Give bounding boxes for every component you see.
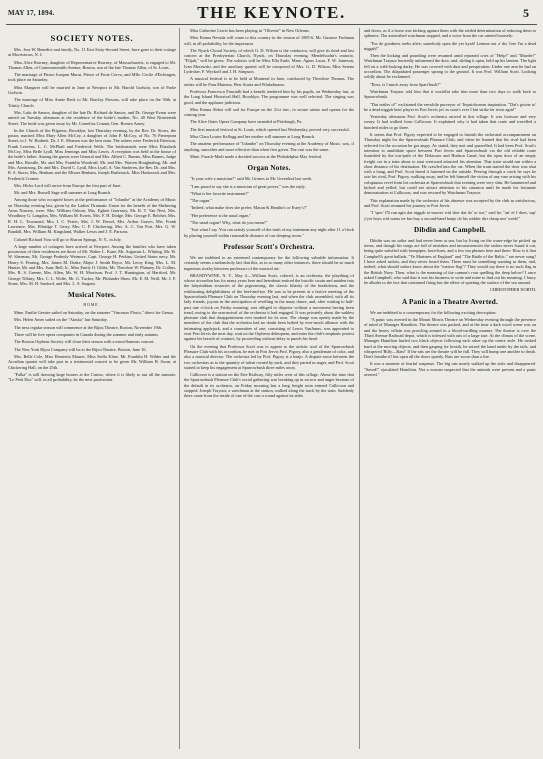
article-paragraph: BRANDYWINE, N. Y., May 4.—William Scott, colored, is an orchestra, the plaything of whose accordion has for many years here and hereabout enticed the bucolic swain and maiden into the labyrinthian ecstacies of the pigeonwing, the classic hilarity of the breakdown, and the exhilarating delightfulness of the heel-and-toe. He was to be present at a festive meeting of the Sparrowbush Pleasure Club on Thursday evening last, and when the club assembled, with all its lady friends, joyous in the anticipation of revelling in the mazy dance, and, after waiting to half-past one o'clock on Friday morning, was obliged to disperse without a movement having been tread, owing to the non-arrival of the orchestra it had engaged. It was privately about the saddest pleasure club that disappointment ever marked for its own. The charge was openly made by the members of the club that the orchestra had no doubt been bribed by ever-much alliance with the intimating applejack, and a committee of one, consisting of Lewis VanJunus, was appointed to visit Port Jervis the next day, wait on the Orpheon delinquent, and enter the club's emphatic protest against his breach of contract, by proceeding without delay to punch his head. <box>184 272 354 342</box>
article-paragraph: Mr. and Mrs. Russell Sage will summer at Long Branch. <box>14 190 112 196</box>
article-paragraph: "The nasal organ? Why, what do you mean?" <box>190 220 268 226</box>
article-paragraph: Miss Alice Rawney, daughter of Representative Rawney, of Massachusetts, is engaged to Mr. Thomas Allen, of Commonwealth Avenue, Boston, son of the late Thomas Allen, of St. Louis. <box>8 59 176 70</box>
musical-notes-continued <box>184 28 354 159</box>
article-paragraph: Mrs. Jose W. Benedict and family, No. 11 East Sixty-Second Street, have gone to their cottage at Morristown, N. J. <box>8 47 176 58</box>
article-paragraph: Mrs. Hicks-Lord will arrive from Europe the first part of June. <box>14 182 122 188</box>
article-paragraph: Dibdin was no sailor and had never been at sea, but by living on the water-edge he picked up terms, and though his songs are full of mistakes and inconsistencies the sailors never found it out, being quite satisfied with hornpipes, horn-lines, and a few sea phrases here and there. How is it that Campbell's great ballads, "Ye Mariners of England" and "The Battle of the Baltic," are never sung? I have asked sailors, and they never heard them. There must be something wanting in them, and, indeed, what should sailors know about the "meteor flag"? They would say there is no such flag in the British Navy. Then, what is the meaning of the cannon's roar quelling the deep below? I once asked Campbell, who said that it was his business to write and mine to find out his meaning. I fancy he alludes to the fact that continued firing has the effect of quieting the surface of the sea around. <box>364 237 536 286</box>
article-paragraph: "What is her favorite instrument?" <box>190 190 250 196</box>
musical-notes-subheading: HOME. <box>83 303 101 308</box>
article-paragraph: "Just what I say. You can satisfy yourself of the truth of my statement any night after 11 o'clock by placing yourself within reasonable distance of our sleeping room." <box>184 227 354 238</box>
page-number: 5 <box>523 6 529 20</box>
organ-notes-body <box>184 176 354 238</box>
article-paragraph: Miss Clara Louise Kellogg and her mother will summer at Long Branch. <box>190 134 316 140</box>
article-paragraph: Mrs. Helen Ames sailed on the "Alaska" last Saturday. <box>14 317 108 323</box>
issue-date: MAY 17, 1894. <box>8 9 55 17</box>
article-paragraph: Mrs. Lulu de Santos, daughter of the late Dr. Richard de Santos, and Dr. George Evans were united on Tuesday afternoon at the residence of the bride's mother, No. 40 West Nineteenth Street. The bride was given away by Mr. Cornelius Conant, Gen. Romeo Arney. <box>8 109 176 126</box>
musical-notes-heading: Musical Notes. <box>68 291 116 300</box>
article-paragraph: The marriage of Prince Joaquin Murat, Prince of Poste Corvo, and Mlle. Cecile d'Eichingen, took place on Saturday. <box>8 72 176 83</box>
article-paragraph: We are indebted to a contemporary for the following exciting description: <box>370 309 497 315</box>
article-paragraph: Miss Catherine Lewis has been playing in "Olivette" in New Orleans. <box>190 28 310 33</box>
article-paragraph: It seems that Prof. Pigory expected to be engaged to furnish the orchestral accompaniment on Thursday night for the Sparrowbush Pleasure Club, and when he learned that his rival had been selected for the occasion he got angry. As stated, they met and quarrelled. It had been Prof. Scott's intention to annihilate space between Port Jervis and Sparrowbush via the old reliable route furnished by the tow-path of the Delaware and Hudson Canal, but the open door of an empty freight car in a train about to start westward attracted his attention. That train would run within a short distance of his destination. He crawled into the car. When the train started the door was shut with a bang, and Prof. Scott heard it fastened on the outside. Peering through a crack he says he saw his rival, Prof. Pigory, walking away, and he felt himself the victim of any ruse arising with his voluptuous revel from his orchestra at Sparrowbush that evening were very slim. He hammered and kicked and yelled, but could not attract attention to his situation until he made his fortunate demonstration at Callicoon, and was rescued by Watchman Traynor. <box>364 132 536 196</box>
article-paragraph: "I 'spec' I'll run agin dat niggah to-morrer wid sher dat do' or toe," said he, "an' ef I does, sup' y'yer boys wid wants ter kin buy a second-hand banjo ob his widder dirt cheap nex' week!" <box>364 210 536 221</box>
scott-orchestra-body <box>184 255 354 399</box>
article-paragraph: Watchman Traynor told him that it would'nt take him more than two days to walk back to Sparrowbush. <box>364 88 536 100</box>
article-paragraph: The Nyack Choral Society, of which G. D. Wilson is the conductor, will give its third and last concert at the Presbyterian Church, Nyack, on Thursday evening. Mendelssohn's oratorio, "Elijah," will be given. The soloists will be Miss Ella Earle, Mme. Agnes Lasar, F. W. Jameson, Ivan Morawski, and the auxiliary quartet will be composed of Mrs. G. D. Wilson, Miss Serena Lydecker, F. Wyckoff and J. H. Simpson. <box>184 47 354 75</box>
dibdin-campbell-body <box>364 238 536 293</box>
article-paragraph: Miss Margaret will be married in June at Newport to Mr. Harold Godwin, son of Parke Godwin. <box>8 84 176 96</box>
article-paragraph: In the Church of the Pilgrims, Brooklyn, last Thursday evening, by the Rev. Dr. Storrs, the pastor, married Miss Mary Allen McCoy, a daughter of John P. McCoy, of No. 76 Pierrepont Street, to J. W. Hodnett. Dr. J. E. Monsen was the best man. The ushers were Frederick Paterson, Frank Leavens, L. C. McPhail and Frederick Wells. The bridesmaids were Miss Elizabeth McCoy, Miss Belle Lyall, Miss Jennings and Miss Lewis. A reception was held at the house of the bride's father. Among the guests were General and Mrs. Alfred C. Barnes, Miss Barnes, Judge and Mrs. Brosdle, Mr. and Mrs. Franklin Woodruff, Mr. and Mrs. Warren Houghtaling, Mr. and Mrs. Armstrong, Dr. and Mrs. David C. Lyall, Miss Lyall, A. Van Sinderen, the Rev. Dr. and Mrs. R. S. Storrs, Mrs. Benham and the Misses Benham, Joseph Hasbrouck, Miss Hasbrouck and Mrs. Frederick Cromer. <box>8 127 176 181</box>
dibdin-campbell-heading: Dibdin and Campbell. <box>413 225 487 234</box>
article-paragraph: Miss Emma Nevada will come to this country in the season of 1885-6. Mr. Gustave Frohman will, in all probability, be the impresario. <box>184 35 354 46</box>
article-paragraph: The marriage of Miss Annie Beck to Mr. Barclay Parsons, will take place on the 30th, at Trinity Church. <box>8 97 176 108</box>
article-paragraph: "Indeed, what make does she prefer, Mason & Hamlin's or Estey's?" <box>190 205 308 211</box>
article-paragraph: "A panic was averted in the Mount Morris Theatre on Wednesday evening through the presence of mind of Manager Hamilton. The theatre was packed, and at the time a dark wood scene was on and the heavy villain was prowling around in a blood-curdling manner. The theatre is over the Third Avenue Railroad depot, which is infested with rats of a large size. At the climax of the scene, Manager Hamilton hurled two black objects following each other up the centre aisle. He rushed hard at the moving objects, and then gasping for breath, he seized the hand under by the tails, and whispered 'Billy—Rats!' If the rats are the theatre will be full. They will bump one another to death. Don't breathe it! but open all the doors quietly. Rats are worse than a fire. <box>364 317 536 360</box>
article-paragraph: "Her preference is the nasal organ." <box>190 212 252 218</box>
column-divider <box>179 28 180 749</box>
article-paragraph: Among those who occupied boxes at the performance of "Iolanthe" at the Academy of Music on Thursday evening last, given by the Ladies' Dramatic Union for the benefit of the Sheltering Arms Nursery, were: Mrs. William Osborn, Mrs. Egbert Guernsey, Mr. R. T. Van Nest, Mrs. Woodbury G. Langdon, Mrs. William M. Evarts, Mrs. F. H. Dodge, Mrs. George E. Belcher, Mrs. R. H. L. Townsend, Mrs. J. C. Peters, Mrs. J. W. Drexel, Mrs. Arthur Graves, Mrs. Frank Lawrence, Mrs. Elbridge T. Gerry, Mrs. C. F. Chickering, Mrs. A. C. Von Post, Mrs. G. W. Randall, Mrs. William M. Kingsland, Walker Lewis and J. E. Parsons. <box>8 197 176 235</box>
theatre-panic-heading: A Panic in a Theatre Averted. <box>401 297 499 306</box>
article-paragraph: Then the kicking and pounding were resumed amid repeated cries of "Help!" and "Murder!" Watchman Traynor hurriedly unfastened the door, and, sliding it open, held up his lantern. The light fell on a wild-looking darky. He was covered with dust and perspiration. Under one arm he had an accordion. The dilapidated passenger sprang to the ground. It was Prof. William Scott. Looking wildly about he exclaimed: <box>364 53 536 80</box>
scott-orchestra-continued <box>364 28 536 221</box>
article-paragraph: Miss Emma Abbot will sail for Europe on the 21st inst., to secure artists and operas for the coming year. <box>184 106 354 118</box>
article-paragraph: There will be five opera companies in Canada during the summer and early autumn. <box>14 332 159 338</box>
article-paragraph: The New York Bijou Company will be at the Bijou Theatre, Boston, June 16. <box>14 346 147 352</box>
article-paragraph: Mme. Furach-Madi made a decided success at the Philadelphia May festival. <box>190 153 323 159</box>
article-paragraph: A large number of cottagers have arrived at Newport. Among the families who have taken possession of their residences are those of Mr. Walter L. Kane, Mr. Augustus L. Whiting, Mr. W. W. Sherman, Mr. George Peabody Wetmore, Capt. George H. Perkins, United States navy, Mr. Henry S. Fearing, Mrs. James M. Drake, Major J. Smith Bryce, Mr. Leroy King, Mrs. L. M. Hunter, Mr. and Mrs. Isaac Bell, Jr., Miss Emily O. Gibbs, Mr. Theodore W. Phinney, Dr. Collins, Mrs. R. S. Greene, Mrs. Allen, Mr. W. H. Morrison, Prof. J. T. Huntington, of Hartford, Mr. George Tiffany, Mrs. C. L. Wolfe, Mr. G. Tucker, Mr. Philander Shaw, Mr. E. M. Neill, Mr. J. F. Stone, Mrs. M. H. Sanford, and Mrs. L. S. Sargent. <box>8 243 176 286</box>
article-paragraph: "The organ." <box>190 198 213 204</box>
column-2 <box>184 28 354 751</box>
article-paragraph: Colonel Richard Voss will go to Sharon Springs, N. Y., in July. <box>14 236 122 242</box>
article-paragraph: Yesterday afternoon Prof. Scott's orchestra arrived in this village. It was footsore and very weary. It had walked from Callicoon. It explained why it had taken that route and travelled a hundred miles to go three. <box>364 114 536 130</box>
scott-orchestra-heading: Professor Scott's Orchestra. <box>223 242 315 251</box>
article-paragraph: The next regular season will commence at the Bijou Theatre, Boston, November 19th. <box>14 324 163 330</box>
column-1 <box>8 28 176 751</box>
article-paragraph: "Falka" is still drawing large houses at the Casino, where it is likely to run all the summer. "Le Petit Duc" will, in all probability, be the next production. <box>8 371 176 383</box>
masthead-title: THE KEYNOTE. <box>197 3 346 22</box>
column-divider <box>359 28 360 749</box>
article-paragraph: "I am proud to say she is a musician of great power," was the reply. <box>190 183 306 189</box>
page-header <box>0 0 543 24</box>
article-paragraph: and doors, as if a horse was kicking against them with the settled determination of reducing them to splinters. The astonished watchman stopped, and a voice from the car uttered hoarsely: <box>364 28 536 39</box>
article-paragraph: "For de goodness seeks alive, somebody open die yer kyah! Lemme out o' dis 'fore I'se a dead niggah!" <box>364 40 536 51</box>
article-paragraph: We are indebted to an esteemed contemporary for the following valuable information. It certainly seems a melancholy fact that this, as in so many other instances, there should be so much ingenious rivalry between professors of the musical art: <box>184 254 354 271</box>
article-paragraph: The Alice Oates Opera Company have stranded at Pittsburgh, Pa. <box>190 119 303 125</box>
article-paragraph: The amateur performance of "Iolanthe" on Thursday evening at the Academy of Music, was, if anything, smoother and more effective than when first given. The cast was the same. <box>184 141 354 152</box>
article-paragraph: It was a moment of fearful suspense. The big rats nearly walked up the aisle and disappeared. "Saved!" ejaculated Hamilton. Not a woman suspected that the animals were present and a panic averted." <box>364 361 536 378</box>
header-rule <box>6 24 537 25</box>
article-paragraph: This explanation made by the orchestra of his absence was accepted by the club as satisfactory, and Prof. Scott resumed his journey to Port Jervis. <box>364 197 536 208</box>
article-paragraph: Callicoon is a station on the Erie Railway, fifty miles west of this village. About the time that the Sparrowbush Pleasure Club's social gathering was breaking up in sorrow and anger because of the default in its orchestra, on Friday morning last a long freight train entered Callicoon and stopped. Joseph Traynor, a watchman at the station, walked along the track by the train. Suddenly there came from the inside of one of the cars a sound against its sides <box>184 372 354 399</box>
article-paragraph: "Dat settles it!" exclaimed the erewhile purveyor of Terpsichorean inspiration. "Dat's gwine to' be a dead niggah bein' player in Port Jervis jes' as soon's ever I kin strike fer town agin!" <box>364 101 536 112</box>
article-paragraph: Professor Francesco Fanciulli had a benefit tendered him by his pupils, on Wednesday last, at the Long Island Historical Hall, Brooklyn. The programme was well selected. The singing was good, and the applause judicious. <box>184 88 354 105</box>
article-paragraph: Mme. Emilie Gerster sailed on Saturday, on the steamer "Vincenzo Florio," direct for Genoa. <box>14 310 174 316</box>
column-3 <box>364 28 536 751</box>
article-paragraph: A musical festival is to be held at Montreal in June, conducted by Theodore Thomas. The artists will be Frau Materna, Herr Scaria and Winkelmann. <box>184 76 354 87</box>
author-signature: CHRISTOPHER NORTH. <box>490 287 536 293</box>
society-notes-body <box>8 47 176 286</box>
article-paragraph: On the evening that Professor Scott was to appear to the artistic soul of the Sparrowbush Pleasure Club with his accordion, he met in Port Jervis Prof. Pigory, also a gentleman of color, and also a musical director. The orchestra led by Prof. Pigory is a banjo. A dispute arose between the two orchestras as to the quantity of talent owned by each, and they parted in anger, and Prof. Scott started to keep his engagement at Sparrowbush three miles away. <box>184 343 354 370</box>
article-paragraph: The first musical festival at St. Louis, which opened last Wednesday, proved very successful. <box>190 126 350 132</box>
organ-notes-heading: Organ Notes. <box>247 164 291 173</box>
article-paragraph: "Boss, is I much away from Sparr'bush?" <box>370 81 441 87</box>
article-paragraph: The Boston Orpheus Society will close their season with a miscellaneous concert. <box>14 339 155 345</box>
theatre-panic-body <box>364 310 536 378</box>
article-paragraph: Mrs. Belle Cole, Miss Henrietta Maurer, Miss Stella Kline, Mr. Franklin H. Wilder and the Arcadian quartet will take part in a testimonial concert to be given Mr. William H. Swan, at Chickering Hall, on the 25th. <box>8 353 176 370</box>
society-notes-heading: SOCIETY NOTES. <box>50 33 134 43</box>
article-paragraph: "Is your wife a musician?" said Mr. Grimes to Mr. Greenleaf last week. <box>190 176 313 182</box>
musical-notes-body <box>8 310 176 382</box>
